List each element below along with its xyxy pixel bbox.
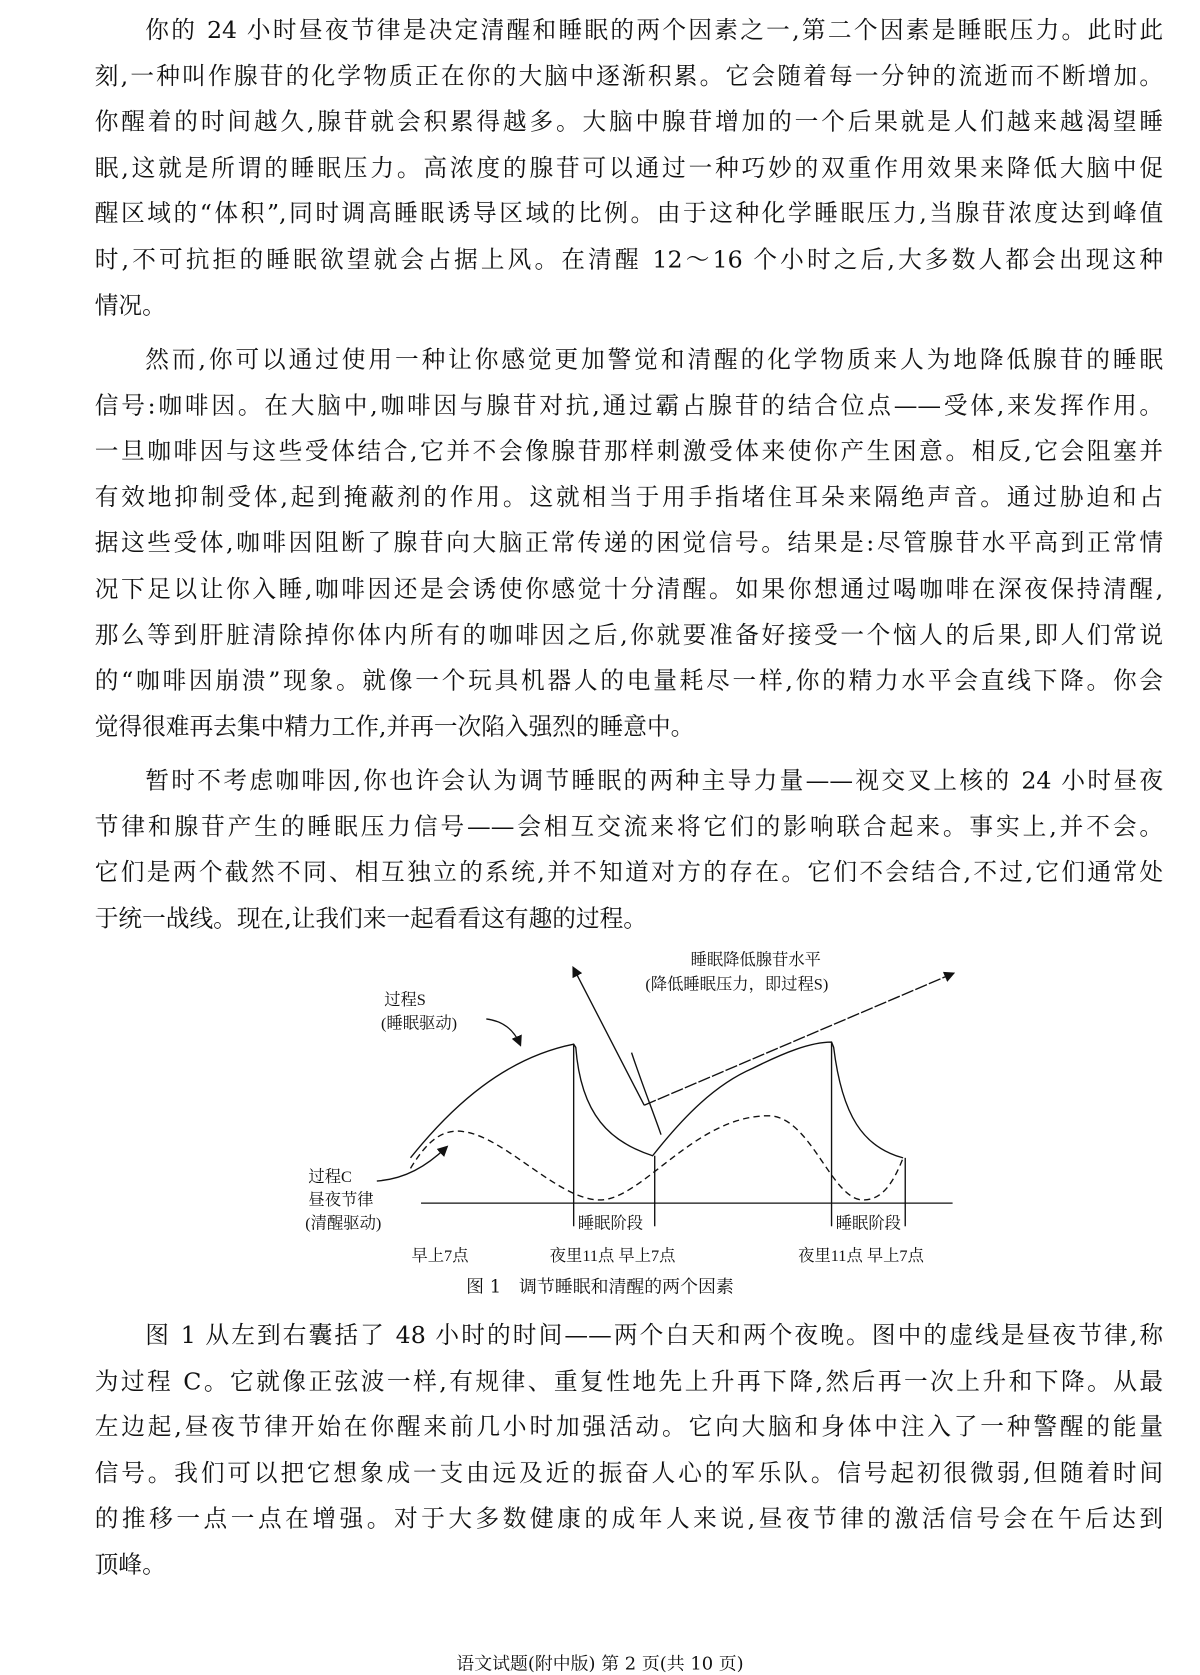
- sleep-phase-label-1: 睡眠阶段: [577, 1213, 644, 1233]
- process-c-title: 过程C: [308, 1167, 352, 1187]
- process-c-pointer: [377, 1147, 446, 1181]
- time-label-1: 早上7点: [411, 1246, 469, 1266]
- text-line: 有效地抑制受体,起到掩蔽剂的作用。这就相当于用手指堵住耳朵来隔绝声音。通过胁迫和占: [94, 483, 1164, 512]
- text-line: 觉得很难再去集中精力工作,并再一次陷入强烈的睡意中。: [94, 713, 695, 741]
- process-c-sub2: (清醒驱动): [305, 1213, 382, 1233]
- page-footer: 语文试题(附中版) 第 2 页(共 10 页): [456, 1653, 744, 1675]
- process-s-title: 过程S: [384, 990, 426, 1010]
- text-line: 的推移一点一点在增强。对于大多数健康的成年人来说,昼夜节律的激活信号会在午后达到: [94, 1505, 1164, 1533]
- annotation-arrow-left: [574, 968, 645, 1105]
- text-line: 刻,一种叫作腺苷的化学物质正在你的大脑中逐渐积累。它会随着每一分钟的流逝而不断增加。: [94, 62, 1164, 91]
- text-line: 你醒着的时间越久,腺苷就会积累得越多。大脑中腺苷增加的一个后果就是人们越来越渴望睡: [94, 108, 1164, 136]
- process-c-sub1: 昼夜节律: [308, 1190, 374, 1210]
- sleep-drop-stroke: [632, 1053, 661, 1135]
- text-line: 然而,你可以通过使用一种让你感觉更加警觉和清醒的化学物质来人为地降低腺苷的睡眠: [145, 346, 1164, 374]
- text-line: 的“咖啡因崩溃”现象。就像一个玩具机器人的电量耗尽一样,你的精力水平会直线下降。你会: [94, 667, 1164, 695]
- sleep-phase-label-2: 睡眠阶段: [835, 1213, 901, 1233]
- text-line: 一旦咖啡因与这些受体结合,它并不会像腺苷那样刺激受体来使你产生困意。相反,它会阻塞并: [94, 438, 1164, 466]
- text-line: 醒区域的“体积”,同时调高睡眠诱导区域的比例。由于这种化学睡眠压力,当腺苷浓度达到峰值: [94, 200, 1164, 228]
- process-s-curve: [411, 1042, 904, 1158]
- process-s-pointer: [486, 1019, 520, 1044]
- text-line: 那么等到肝脏清除掉你体内所有的咖啡因之后,你就要准备好接受一个恼人的后果,即人们常说: [94, 621, 1164, 649]
- annotation-line-2: (降低睡眠压力，即过程S): [645, 974, 829, 994]
- text-line: 你的 24 小时昼夜节律是决定清醒和睡眠的两个因素之一,第二个因素是睡眠压力。此时此: [145, 16, 1164, 45]
- text-line: 于统一战线。现在,让我们来一起看看这有趣的过程。: [94, 905, 647, 933]
- text-line: 情况。: [94, 292, 166, 320]
- text-line: 左边起,昼夜节律开始在你醒来前几小时加强活动。它向大脑和身体中注入了一种警醒的能量: [94, 1413, 1164, 1442]
- text-line: 时,不可抗拒的睡眠欲望就会占据上风。在清醒 12～16 个小时之后,大多数人都会出现这种: [94, 246, 1164, 274]
- text-line: 顶峰。: [94, 1551, 166, 1579]
- text-line: 图 1 从左到右囊括了 48 小时的时间——两个白天和两个夜晚。图中的虚线是昼夜节律,称: [145, 1322, 1164, 1350]
- text-line: 据这些受体,咖啡因阻断了腺苷向大脑正常传递的困觉信号。结果是:尽管腺苷水平高到正常情: [94, 529, 1164, 558]
- annotation-line-1: 睡眠降低腺苷水平: [690, 950, 821, 970]
- time-label-3: 夜里11点 早上7点: [798, 1246, 924, 1266]
- time-label-2: 夜里11点 早上7点: [549, 1246, 676, 1266]
- text-line: 节律和腺苷产生的睡眠压力信号——会相互交流来将它们的影响联合起来。事实上,并不会。: [94, 813, 1164, 841]
- figure-caption: 图 1 调节睡眠和清醒的两个因素: [466, 1276, 734, 1298]
- text-line: 眠,这就是所谓的睡眠压力。高浓度的腺苷可以通过一种巧妙的双重作用效果来降低大脑中促: [94, 154, 1164, 182]
- text-line: 暂时不考虑咖啡因,你也许会认为调节睡眠的两种主导力量——视交叉上核的 24 小时昼夜: [145, 767, 1164, 795]
- text-line: 信号。我们可以把它想象成一支由远及近的振奋人心的军乐队。信号起初很微弱,但随着时间: [94, 1459, 1164, 1488]
- process-c-curve: [411, 1116, 904, 1200]
- text-line: 它们是两个截然不同、相互独立的系统,并不知道对方的存在。它们不会结合,不过,它们通常处: [94, 859, 1164, 887]
- text-line: 信号:咖啡因。在大脑中,咖啡因与腺苷对抗,通过霸占腺苷的结合位点——受体,来发挥作用。: [94, 392, 1164, 420]
- process-s-sub: (睡眠驱动): [381, 1013, 458, 1033]
- text-line: 为过程 C。它就像正弦波一样,有规律、重复性地先上升再下降,然后再一次上升和下降。从最: [94, 1367, 1164, 1396]
- text-line: 况下足以让你入睡,咖啡因还是会诱使你感觉十分清醒。如果你想通过喝咖啡在深夜保持清醒,: [94, 575, 1164, 604]
